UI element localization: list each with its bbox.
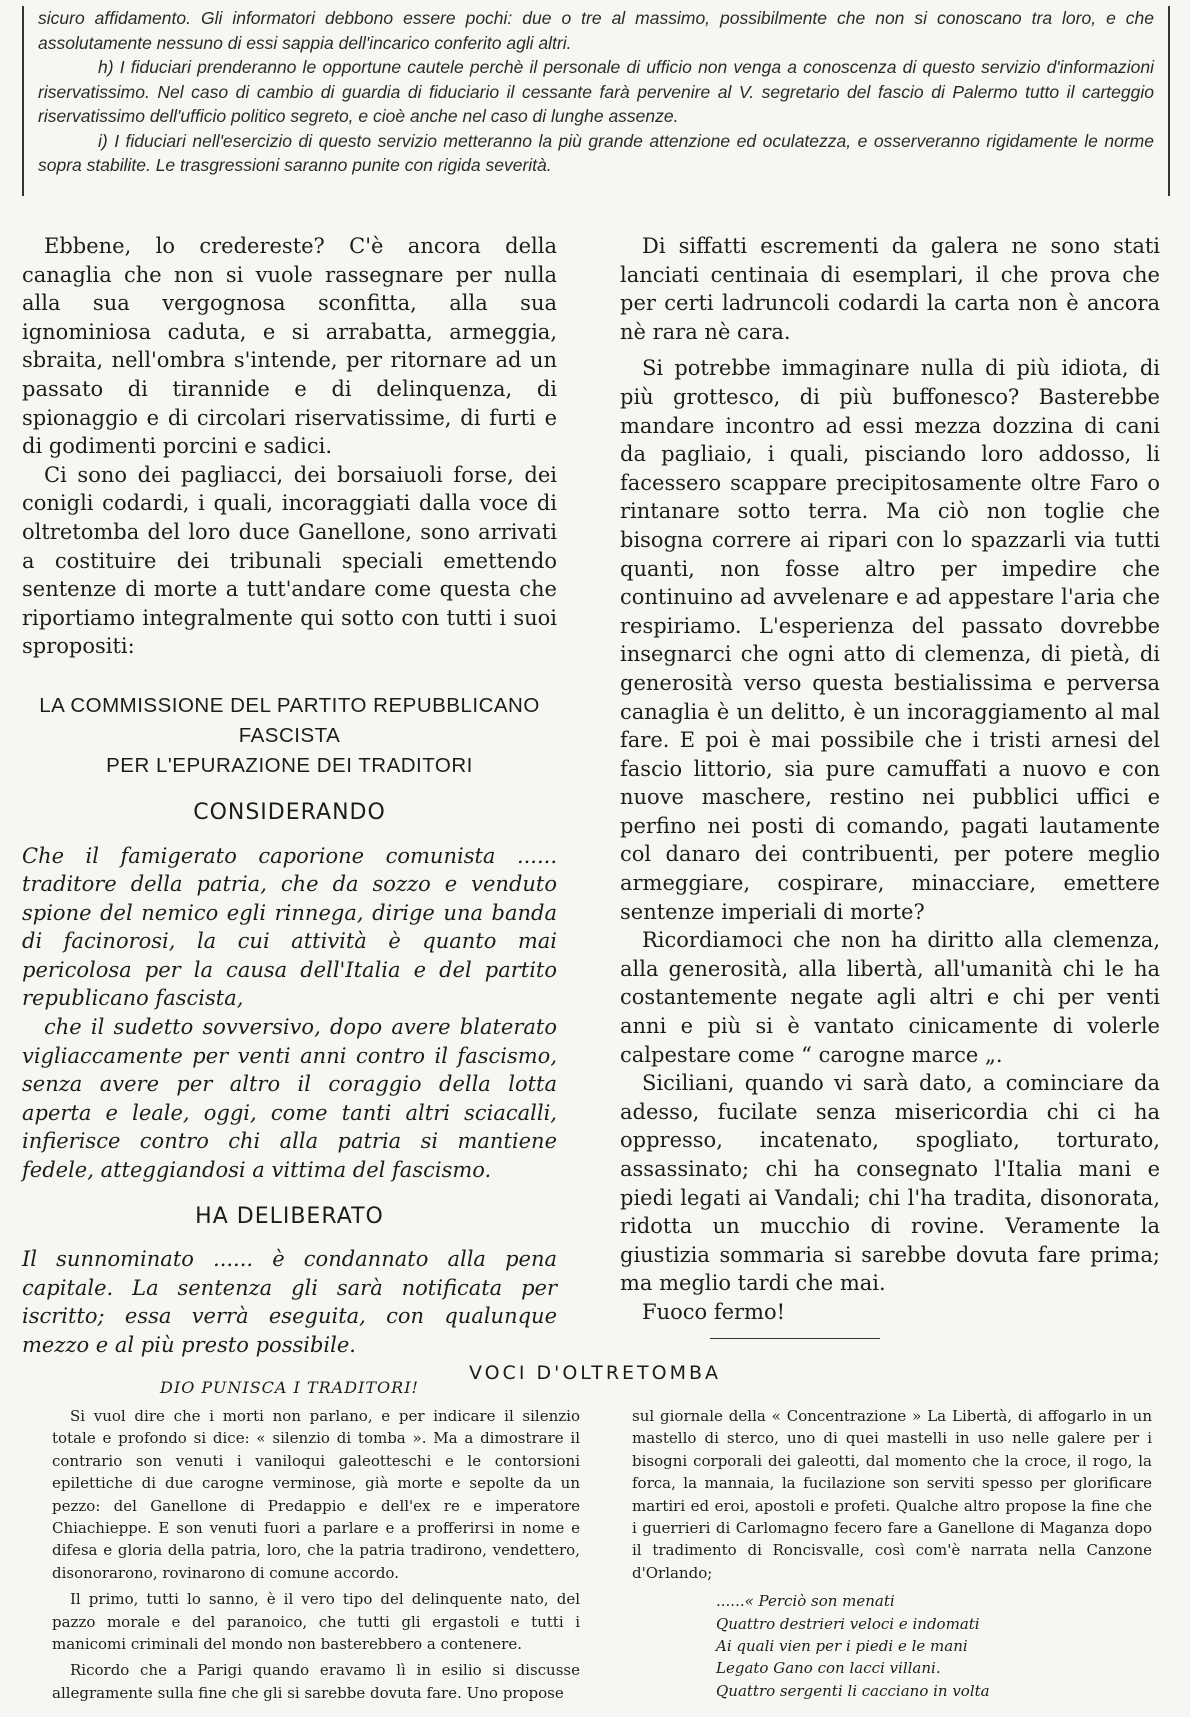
verse-line: Quattro sergenti li cacciano in volta <box>716 1681 990 1700</box>
top-note-box <box>22 6 1170 196</box>
ha-deliberato-heading: HA DELIBERATO <box>195 1203 384 1229</box>
deliberation-text <box>22 1245 557 1359</box>
section-paragraph: Ricordo che a Parigi quando eravamo lì in esilio si discusse allegramente sulla fine che gli si sarebbe dovuta fare. Uno propose <box>52 1661 580 1702</box>
commission-heading-line-2: PER L'EPURAZIONE DEI TRADITORI <box>106 753 473 777</box>
section-paragraph: Si vuol dire che i morti non parlano, e per indicare il silenzio totale e profondo si dice: « silenzio di tomba ». Ma a dimostrare il contrario son venuti i vaniloqui galeotteschi e le contorsioni epilettiche di due carogne verminose, già morte e sepolte da un pezzo: del Ganellone di Predappio e dell'ex re e imperatore Chiachieppe. E son venuti fuori a parlare e a profferirsi in nome e difesa e gloria della patria, loro, che la patria tradirono, vendettero, disonorarono, rovinarono di comune accordo. <box>52 1407 580 1582</box>
section-right-column <box>632 1405 1152 1702</box>
sentence-paragraph: Il sunnominato ...... è condannato alla pena capitale. La sentenza gli sarà notificata per iscritto; essa verrà eseguita, con qualunque mezzo e al più presto possibile. <box>22 1247 557 1357</box>
section-divider <box>710 1338 880 1339</box>
right-column <box>620 232 1160 1327</box>
body-paragraph: Di siffatti escrementi da galera ne sono stati lanciati centinaia di esemplari, il che prova che per certi ladruncoli codardi la carta non è ancora nè rara nè cara. <box>620 234 1160 344</box>
sentence-paragraph: Che il famigerato caporione comunista ...... traditore della patria, che da sozzo e venduto spione del nemico egli rinnega, dirige una banda di facinorosi, la cui attività è quanto mai pericolosa per la causa dell'Italia e del partito republicano fascista, <box>22 843 557 1011</box>
top-note-paragraph: h) I fiduciari prenderanno le opportune cautele perchè il personale di ufficio non venga a conoscenza di questo servizio d'informazioni riservatissimo. Nel caso di cambio di guardia di fiduciario il cessante farà pervenire al V. segretario del fascio di Palermo tutto il carteggio riservatissimo dell'ufficio politico segreto, e cioè anche nel caso di lunghe assenze. <box>38 57 1154 126</box>
verse-line: Quattro destrieri veloci e indomati <box>716 1614 980 1633</box>
top-note-paragraph: i) I fiduciari nell'esercizio di questo servizio metteranno la più grande attenzione ed oculatezza, e osserveranno rigidamente le norme sopra stabilite. Le trasgressioni saranno punite con rigida severità. <box>38 130 1154 175</box>
body-paragraph: Ebbene, lo credereste? C'è ancora della canaglia che non si vuole rassegnare per nulla alla sua vergognosa sconfitta, alla sua ignominiosa caduta, e si arrabatta, armeggia, sbraita, nell'ombra s'intende, per ritornare ad un passato di tirannide e di delinquenza, di spionaggio e di circolari riservatissime, di furti e di godimenti porcini e sadici. <box>22 234 557 459</box>
top-note-paragraph: sicuro affidamento. Gli informatori debbono essere pochi: due o tre al massimo, possibilmente che non si conoscano tra loro, e che assolutamente nessuno di essi sappia dell'incarico conferito agli altri. <box>38 8 1154 53</box>
section-title: VOCI D'OLTRETOMBA <box>468 1362 722 1384</box>
section-paragraph: sul giornale della « Concentrazione » La Libertà, di affogarlo in un mastello di sterco, uno di quei mastelli in uso nelle galere per i bisogni corporali dei galeotti, dal momento che la croce, il rogo, la forca, la mannaia, la fucilazione son serviti spesso per glorificare martiri ed eroi, apostoli e profeti. Qualche altro propose la fine che i guerrieri di Carlomagno fecero fare a Ganellone di Maganza dopo il tradimento di Roncisvalle, così com'è narrata nella Canzone d'Orlando; <box>632 1407 1152 1582</box>
body-paragraph: Fuoco fermo! <box>642 1299 786 1324</box>
verse-line: ......« Perciò son menati <box>716 1592 895 1611</box>
signoff: DIO PUNISCA I TRADITORI! <box>160 1377 419 1397</box>
verse-quote <box>716 1590 1152 1702</box>
sentence-paragraph: che il sudetto sovversivo, dopo avere blaterato vigliaccamente per venti anni contro il fascismo, senza avere per altro il coraggio della lotta aperta e leale, oggi, come tanti altri sciacalli, infierisce contro chi alla patria si mantiene fedele, atteggiandosi a vittima del fascismo. <box>22 1015 557 1183</box>
section-left-column <box>52 1405 580 1704</box>
sentence-text <box>22 842 557 1185</box>
commission-heading-line-1: LA COMMISSIONE DEL PARTITO REPUBBLICANO FASCISTA <box>39 693 540 747</box>
body-paragraph: Ci sono dei pagliacci, dei borsaiuoli forse, dei conigli codardi, i quali, incoraggiati dalla voce di oltretomba del loro duce Ganellone, sono arrivati a costituire dei tribunali speciali emettendo sentenze di morte a tutt'andare come questa che riportiamo integralmente qui sotto con tutti i suoi spropositi: <box>22 462 557 659</box>
section-paragraph: Il primo, tutti lo sanno, è il vero tipo del delinquente nato, del pazzo morale e del paranoico, che tutti gli ergastoli e tutti i manicomi criminali del mondo non basterebbero a contenere. <box>52 1590 580 1654</box>
verse-line: Ai quali vien per i piedi e le mani <box>716 1637 968 1656</box>
body-paragraph: Ricordiamoci che non ha diritto alla clemenza, alla generosità, alla libertà, all'umanità chi le ha costantemente negate agli altri e chi per venti anni e più si è vantato cinicamente di volerle calpestare come “ carogne marce „. <box>620 928 1160 1067</box>
body-paragraph: Si potrebbe immaginare nulla di più idiota, di più grottesco, di più buffonesco? Basterebbe mandare incontro ad essi mezza dozzina di cani da pagliaio, i quali, pisciando loro addosso, li facessero scappare precipitosamente oltre Faro o rintanare sotto terra. Ma ciò non toglie che bisogna correre ai ripari con lo spazzarli via tutti quanti, non fosse altro per impedire che continuino ad avvelenare e ad appestare l'aria che respiriamo. L'esperienza del passato dovrebbe insegnarci che ogni atto di clemenza, di pietà, di generosità verso questa bestialissima e perversa canaglia è un delitto, è un incoraggiamento al mal fare. E poi è mai possibile che i tristi arnesi del fascio littorio, sia pure camuffati a nuovo e con nuove maschere, restino nei pubblici uffici e perfino nei posti di comando, pagati lautamente col danaro dei contribuenti, per potere meglio armeggiare, cospirare, minacciare, emettere sentenze imperiali di morte? <box>620 356 1160 924</box>
left-column <box>22 232 557 1402</box>
body-paragraph: Siciliani, quando vi sarà dato, a cominciare da adesso, fucilate senza misericordia chi ci ha oppresso, incatenato, spogliato, torturato, assassinato; chi ha consegnato l'Italia mani e piedi legati ai Vandali; chi l'ha tradita, disonorata, ridotta un mucchio di rovine. Veramente la giustizia sommaria si sarebbe dovuta fare prima; ma meglio tardi che mai. <box>620 1071 1160 1296</box>
considerando-heading: CONSIDERANDO <box>193 799 386 825</box>
verse-line: Legato Gano con lacci villani. <box>716 1659 941 1678</box>
